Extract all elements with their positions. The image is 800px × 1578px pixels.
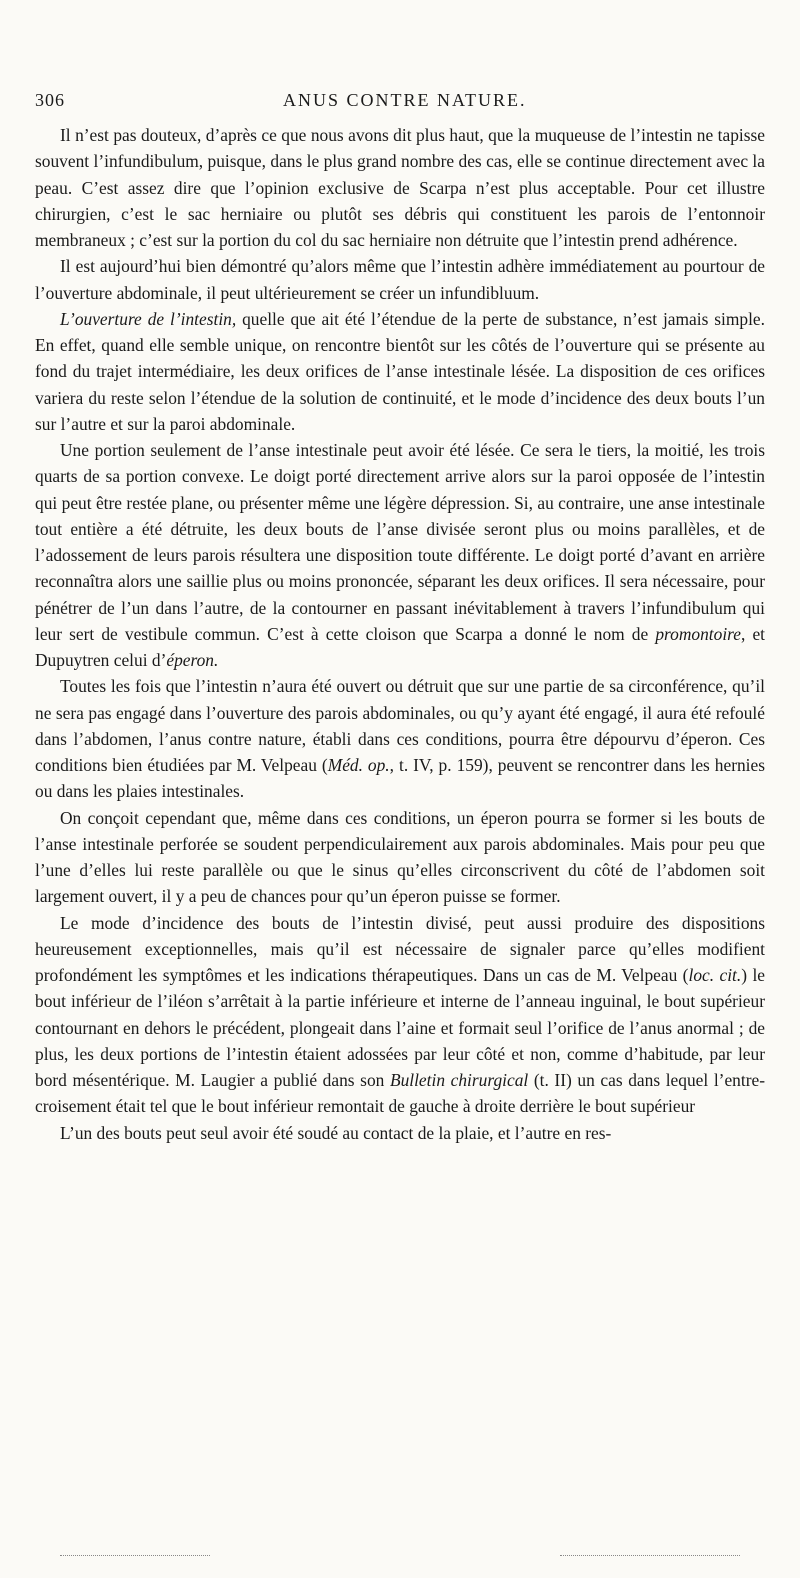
paragraph-text: (t. II) un cas dans lequel l’entre-croisement était tel que le bout inférieur remontait de gauche à droite derrière le bout supérieur xyxy=(35,1070,765,1117)
page-header xyxy=(35,90,765,120)
citation-italic: Bulletin chirurgical xyxy=(389,1070,529,1090)
paragraph-8 xyxy=(35,1120,765,1146)
running-title: ANUS CONTRE NATURE. xyxy=(283,90,527,110)
italic-term: promontoire xyxy=(655,623,741,644)
paragraph-2 xyxy=(35,253,765,306)
paragraph-text: quelle que ait été l’étendue de la perte de substance, n’est jamais simple. En effet, quand elle semble unique, on rencontre bientôt sur les côtés de l’ouverture qui se présente au fond du trajet intermédiaire, les deux orifices de l’anse intestinale lésée. La disposition de ces orifices variera du reste selon l’étendue de la solution de continuité, et le mode d’incidence des deux bouts l’un sur l’autre et sur la paroi abdominale. xyxy=(35,308,765,434)
paragraph-text: Le mode d’incidence des bouts de l’intestin divisé, peut aussi produire des dispositions heureusement exceptionnelles, mais qu’il est nécessaire de signaler parce qu’elles modifient profondément les symptômes et les indications thérapeutiques. Dans un cas de M. Velpeau ( xyxy=(35,912,765,985)
paragraph-5 xyxy=(35,673,765,804)
paragraph-text: Une portion seulement de l’anse intestinale peut avoir été lésée. Ce sera le tiers, la moitié, les trois quarts de sa portion convexe. Le doigt porté directement arrive alors sur la paroi opposée de l’intestin qui peut être restée plane, ou présenter même une légère dépression. Si, au contraire, une anse intestinale tout entière a été détruite, les deux bouts de l’anse divisée seront plus ou moins parallèles, et de l’adossement de leurs parois résultera une disposition toute différente. Le doigt porté d’avant en arrière reconnaîtra alors une saillie plus ou moins prononcée, séparant les deux orifices. Il sera nécessaire, pour pénétrer de l’un dans l’autre, de la contourner en passant inévitablement à travers l’infundibulum qui leur sert de vestibule commun. C’est à cette cloison que Scarpa a donné le nom de xyxy=(35,440,765,644)
paragraph-4 xyxy=(35,437,765,673)
book-page xyxy=(35,90,765,1146)
paragraph-text: , t. IV, p. 159), peuvent se rencontrer dans les hernies ou dans les plaies intestinales. xyxy=(35,755,766,802)
footer-rule xyxy=(560,1555,740,1557)
paragraph-text: , et Dupuytren celui d’ xyxy=(35,623,766,670)
paragraph-7 xyxy=(35,910,765,1120)
citation-italic: loc. cit. xyxy=(688,965,742,985)
paragraph-text: Il n’est pas douteux, d’après ce que nous avons dit plus haut, que la muqueuse de l’intestin ne tapisse souvent l’infundibulum, puisque, dans le plus grand nombre des cas, elle se continue directement avec la peau. C’est assez dire que l’opinion exclusive de Scarpa n’est plus acceptable. Pour cet illustre chirurgien, c’est le sac herniaire ou plutôt ses débris qui constituent les parois de l’entonnoir membraneux ; c’est sur la portion du col du sac herniaire non détruite que l’intestin prend adhérence. xyxy=(35,125,765,250)
paragraph-text: Toutes les fois que l’intestin n’aura été ouvert ou détruit que sur une partie de sa circonférence, qu’il ne sera pas engagé dans l’ouverture des parois abdominales, ou qu’y ayant été engagé, il aura été refoulé dans l’abdomen, l’anus contre nature, établi dans ces conditions, pourra être dépourvu d’éperon. Ces conditions bien étudiées par M. Velpeau ( xyxy=(35,676,765,775)
paragraph-text: L’un des bouts peut seul avoir été soudé au contact de la plaie, et l’autre en res- xyxy=(60,1122,612,1143)
paragraph-6 xyxy=(35,805,765,910)
italic-term: éperon. xyxy=(166,650,219,670)
section-lead-italic: L’ouverture de l’intestin, xyxy=(60,308,237,329)
page-number: 306 xyxy=(35,90,65,110)
paragraph-text: ) le bout inférieur de l’iléon s’arrêtait à la partie inférieure et interne de l’anneau inguinal, le bout supérieur contournant en dehors le précédent, plongeait dans l’aine et formait seul l’orifice de l’anus anormal ; de plus, les deux portions de l’intestin étaient adossées par leur côté et non, comme d’habitude, par leur bord mésentérique. M. Laugier a publié dans son xyxy=(35,965,765,1090)
paragraph-3 xyxy=(35,306,765,437)
paragraph-text: On conçoit cependant que, même dans ces conditions, un éperon pourra se former si les bouts de l’anse intestinale perforée se soudent perpendiculairement aux parois abdominales. Mais pour peu que l’une d’elles lui reste parallèle ou que le sinus qu’elles circonscrivent du côté de l’abdomen soit largement ouvert, il y a peu de chances pour qu’un éperon puisse se former. xyxy=(35,807,765,907)
citation-italic: Méd. op. xyxy=(327,755,390,775)
paragraph-1 xyxy=(35,122,765,253)
footer-rule xyxy=(60,1555,210,1557)
paragraph-text: Il est aujourd’hui bien démontré qu’alors même que l’intestin adhère immédiatement au pourtour de l’ouverture abdominale, il peut ultérieurement se créer un infundibluum. xyxy=(35,256,765,303)
